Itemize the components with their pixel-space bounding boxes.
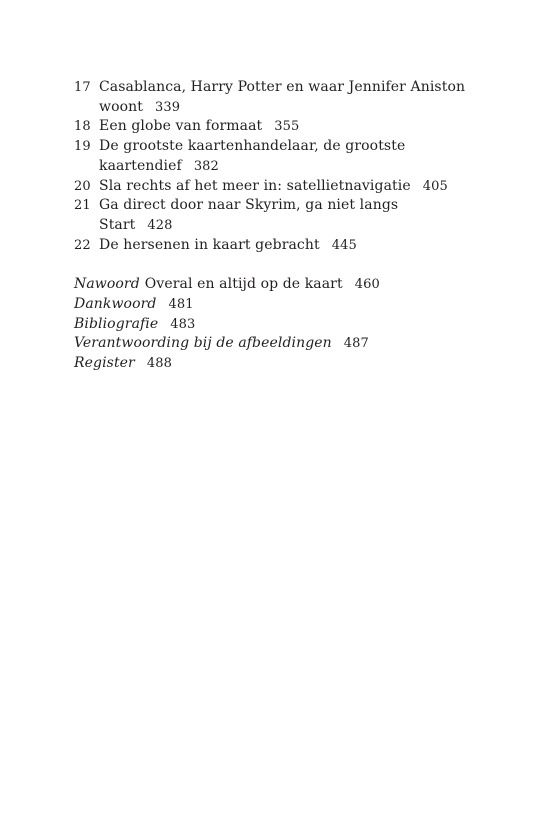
back-matter-label: Verantwoording bij de afbeeldingen (74, 335, 332, 352)
chapter-title: Een globe van formaat (99, 118, 263, 135)
chapter-number: 19 (74, 139, 91, 155)
page-number: 481 (168, 297, 194, 313)
page-number: 445 (331, 237, 357, 253)
toc-back-matter-entry (74, 315, 474, 335)
toc-chapter-entry (74, 137, 474, 176)
toc-chapter-entry (74, 117, 474, 137)
table-of-contents (74, 78, 474, 374)
page-number: 382 (193, 158, 219, 174)
back-matter-label: Dankwoord (74, 296, 157, 313)
chapter-title: De hersenen in kaart gebracht (99, 236, 320, 253)
toc-back-matter-entry (74, 275, 474, 295)
chapter-title: De grootste kaartenhandelaar, de grootste kaartendief (99, 138, 406, 174)
back-matter-label: Register (74, 355, 135, 372)
chapter-number: 22 (74, 237, 91, 253)
page-number: 460 (354, 277, 380, 293)
page-number: 487 (343, 336, 369, 352)
page-number: 483 (170, 316, 196, 332)
toc-chapter-entry (74, 177, 474, 197)
chapter-title: Casablanca, Harry Potter en waar Jennifer Aniston woont (99, 79, 466, 115)
chapter-number: 17 (74, 80, 91, 95)
toc-chapter-entry (74, 78, 474, 117)
toc-back-matter-entry (74, 295, 474, 315)
back-matter-label: Nawoord (74, 276, 140, 293)
toc-chapter-entry (74, 236, 474, 256)
page-number: 355 (274, 119, 300, 135)
page-number: 488 (146, 356, 172, 372)
toc-back-matter-entry (74, 334, 474, 354)
back-matter-title: Overal en altijd op de kaart (144, 276, 343, 293)
page-number: 428 (147, 217, 173, 233)
back-matter-label: Bibliografie (74, 315, 159, 332)
chapter-title: Ga direct door naar Skyrim, ga niet langs Start (99, 197, 399, 233)
toc-chapter-entry (74, 196, 474, 235)
chapter-title: Sla rechts af het meer in: satellietnavigatie (99, 177, 411, 194)
chapter-number: 20 (74, 178, 91, 194)
chapter-number: 18 (74, 119, 91, 135)
page-number: 339 (154, 99, 181, 115)
page-number: 405 (422, 178, 448, 194)
toc-back-matter-entry (74, 354, 474, 374)
chapter-number: 21 (74, 198, 91, 214)
section-spacer (74, 255, 474, 275)
